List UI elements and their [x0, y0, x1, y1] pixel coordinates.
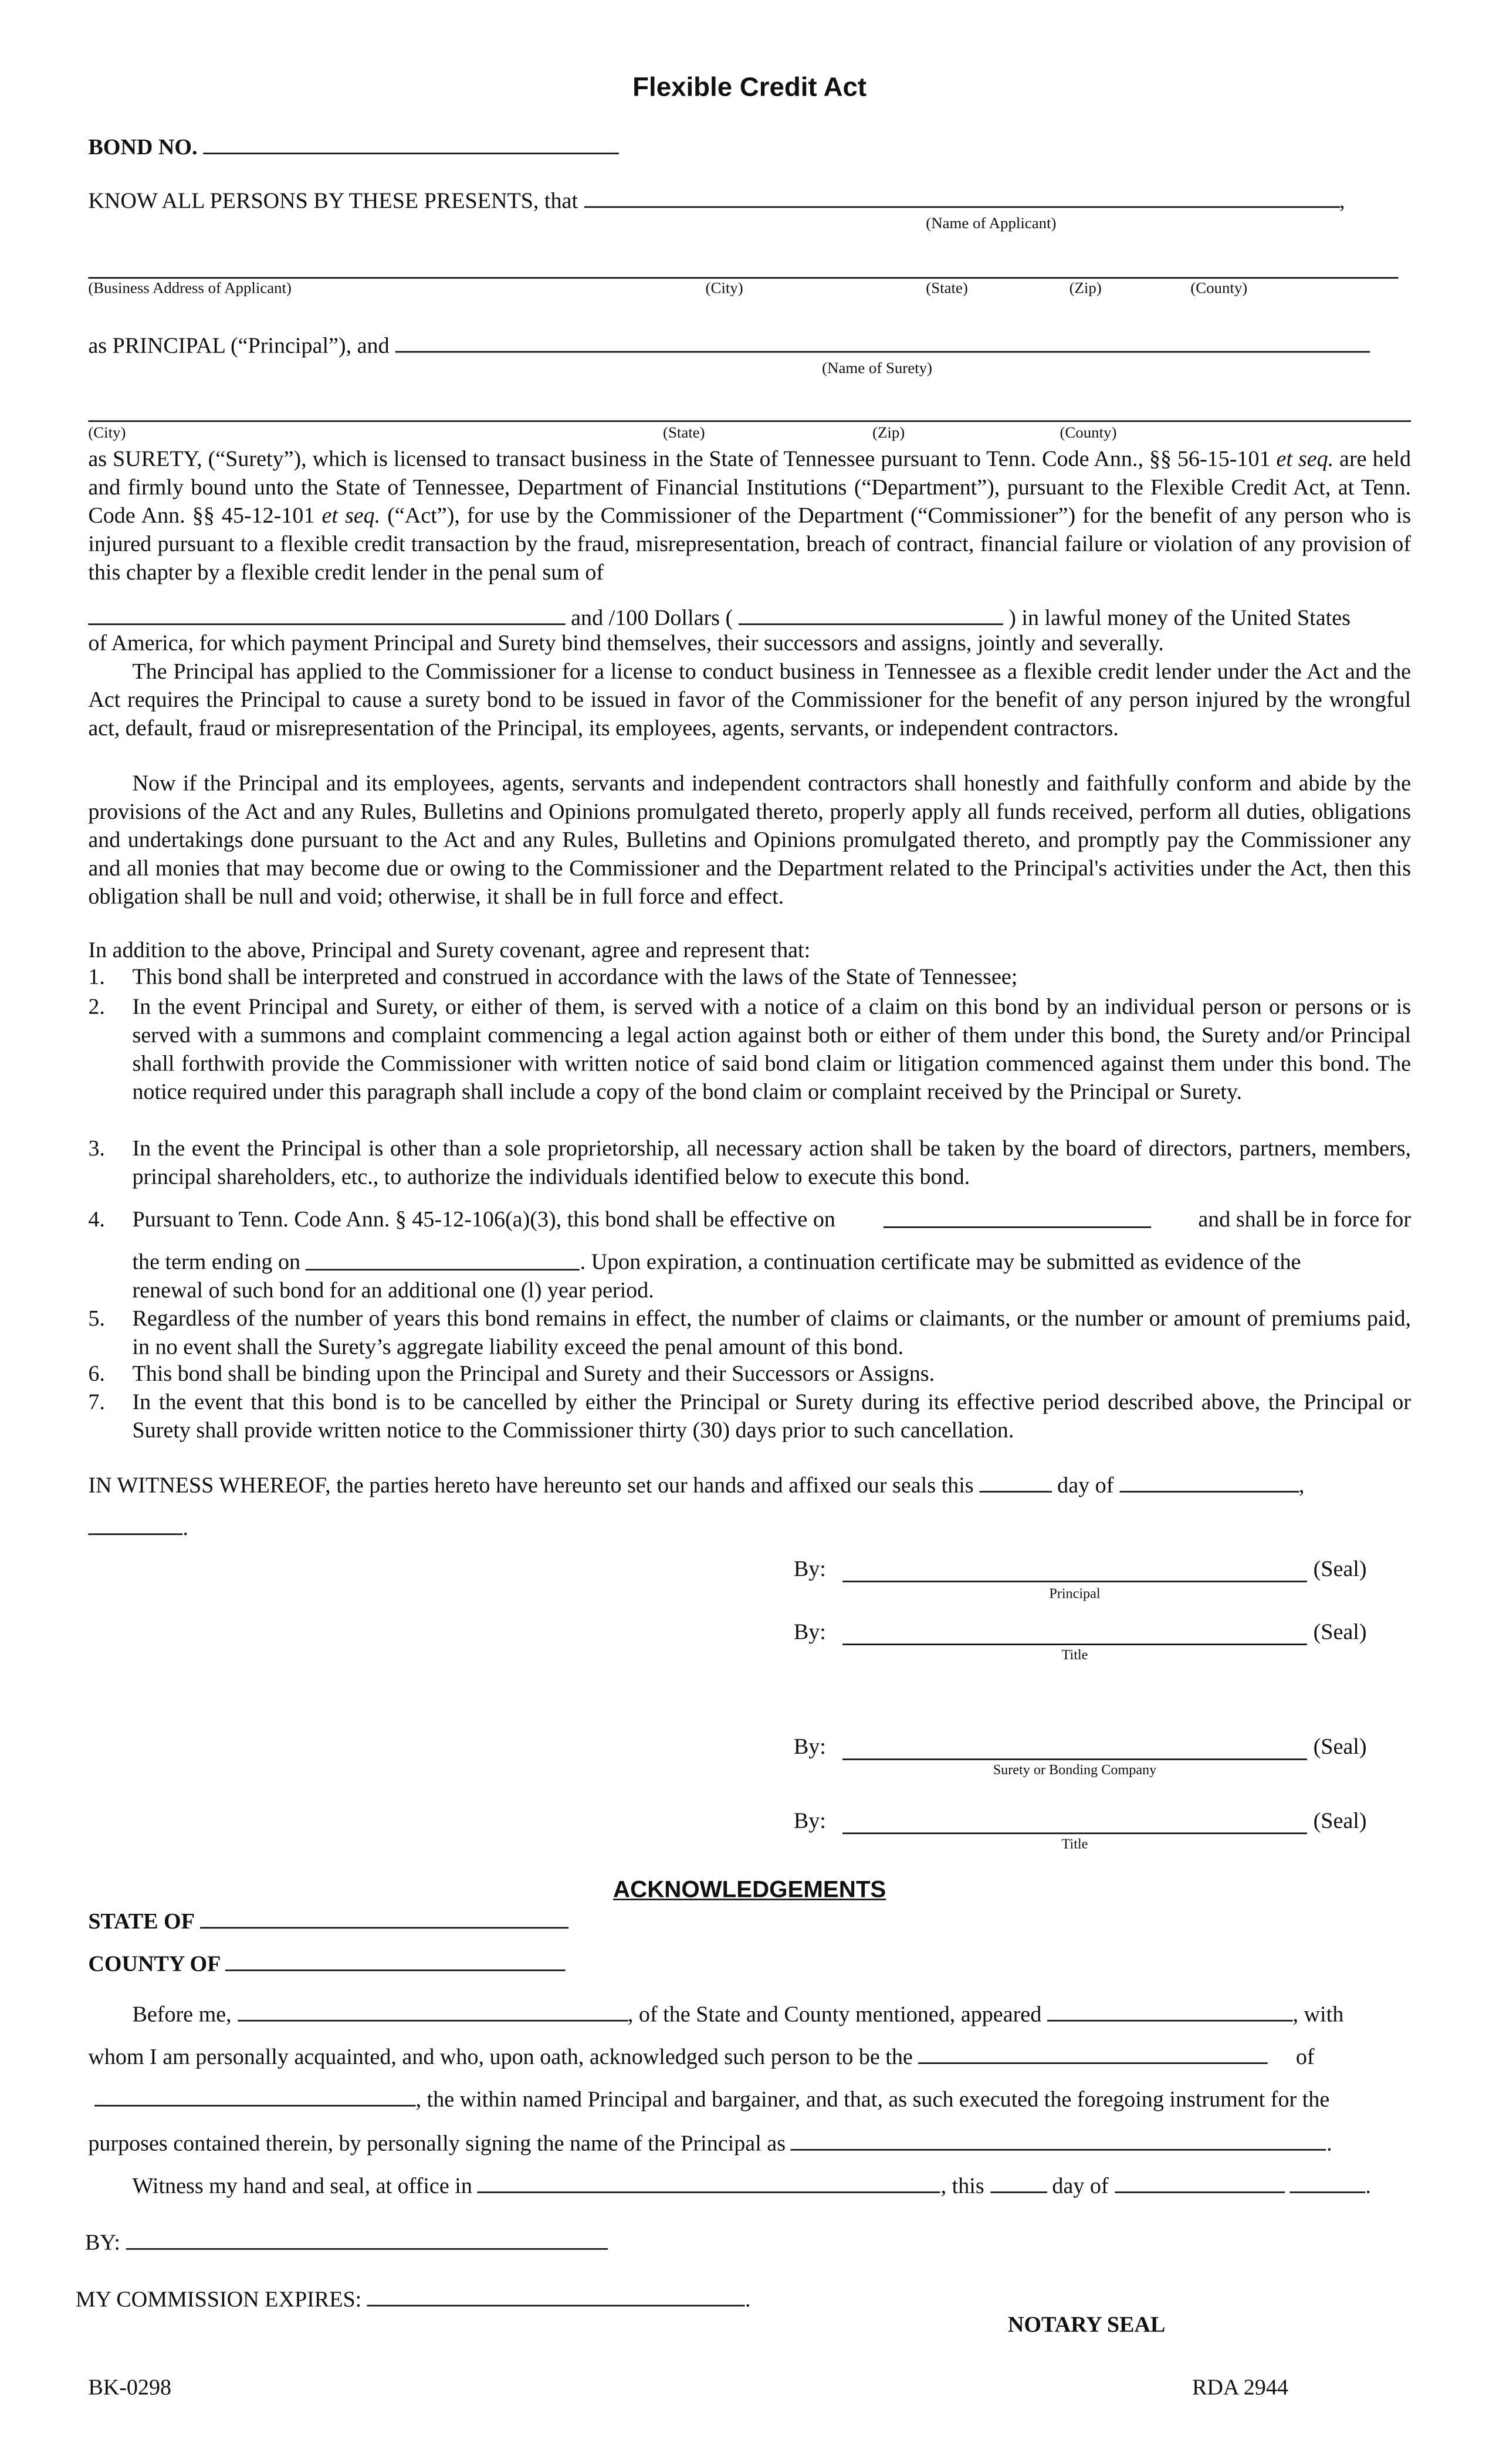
witness-text: IN WITNESS WHEREOF, the parties hereto have hereunto set our hands and affixed our seals this	[88, 1473, 974, 1499]
seal-label: (Seal)	[1313, 1734, 1367, 1760]
county-label: (County)	[1190, 280, 1248, 298]
item-number: 7.	[88, 1390, 105, 1416]
signing-name-field[interactable]	[791, 2129, 1327, 2151]
item-text: In the event the Principal is other than a sole proprietorship, all necessary action shall be taken by the board of directors, partners, members, principal shareholders, etc., to authorize the individuals identified below to execute this bond.	[132, 1136, 1412, 1191]
principal-signature-field[interactable]	[842, 1581, 1307, 1582]
witness-year-field[interactable]	[88, 1513, 182, 1536]
seal-label: (Seal)	[1313, 1620, 1367, 1645]
appeared-name-field[interactable]	[1047, 1999, 1293, 2022]
state-label: (State)	[926, 280, 968, 298]
item-number: 5.	[88, 1306, 105, 1332]
ack-year-field[interactable]	[1290, 2171, 1366, 2194]
period: .	[1326, 2131, 1332, 2157]
notary-seal-label: NOTARY SEAL	[1007, 2313, 1166, 2338]
applicant-name-field[interactable]	[584, 186, 1339, 208]
item-text: In the event Principal and Surety, or either of them, is served with a notice of a claim on this bond by an individual person or persons or is served with a summons and complaint commencing a legal action against both or either of them under this bond, the Surety and/or Principal shall forthwith provide the Commissioner with written notice of said bond claim or litigation commenced against them under this bond. The notice required under this paragraph shall include a copy of the bond claim or complaint received by the Principal or Surety.	[132, 995, 1412, 1106]
item-text: This bond shall be interpreted and construed in accordance with the laws of the State of Tennessee;	[132, 965, 1018, 991]
signature-caption: Principal	[1049, 1585, 1101, 1601]
term-ending-field[interactable]	[306, 1249, 580, 1271]
name-of-surety-label: (Name of Surety)	[822, 360, 933, 378]
page-title: Flexible Credit Act	[632, 72, 867, 103]
covenant-intro: In addition to the above, Principal and Surety covenant, agree and represent that:	[88, 938, 811, 964]
ack-text: purposes contained therein, by personally signing the name of the Principal as	[88, 2131, 786, 2157]
ack-text: , of the State and County mentioned, appeared	[627, 2002, 1042, 2028]
bond-no-label: BOND NO.	[88, 135, 198, 161]
period: .	[1365, 2174, 1371, 2199]
surety-title-field[interactable]	[842, 1832, 1307, 1834]
by-label: By:	[793, 1809, 826, 1835]
surety-paragraph: as SURETY, (“Surety”), which is licensed to transact business in the State of Tennessee pursuant to Tenn. Code Ann., §§ 56-15-101 et seq. are held and firmly bound unto the State of Tennessee, Department of Financial Institutions (“Department”), pursuant to the Flexible Credit Act, at Tenn. Code Ann. §§ 45-12-101 et seq. (“Act”), for use by the Commissioner of the Department (“Commissioner”) for the benefit of any person who is injured pursuant to a flexible credit transaction by the fraud, misrepresentation, breach of contract, financial failure or violation of any provision of this chapter by a flexible credit lender in the penal sum of	[88, 447, 1412, 587]
principal-title-field[interactable]	[842, 1643, 1307, 1645]
item-number: 6.	[88, 1361, 105, 1387]
name-of-applicant-label: (Name of Applicant)	[926, 215, 1057, 233]
comma: ,	[1339, 189, 1345, 215]
principal-applied-paragraph: The Principal has applied to the Commissioner for a license to conduct business in Tennessee as a flexible credit lender under the Act and the Act requires the Principal to cause a surety bond to be issued in favor of the Commissioner for the benefit of any person injured by the wrongful act, default, fraud or misrepresentation of the Principal, its employees, agents, servants, or independent contractors.	[88, 659, 1412, 742]
obligation-paragraph: Now if the Principal and its employees, agents, servants and independent contractors shall honestly and faithfully conform and abide by the provisions of the Act and any Rules, Bulletins and Opinions promulgated thereto, properly apply all funds received, perform all duties, obligations and undertakings done pursuant to the Act and any Rules, Bulletins and Opinions promulgated thereto, and promptly pay the Commissioner any and all monies that may become due or owing to the Commissioner and the Department related to the Principal's activities under the Act, then this obligation shall be null and void; otherwise, it shall be in full force and effect.	[88, 771, 1412, 911]
state-of-field[interactable]	[199, 1907, 568, 1929]
period: .	[182, 1516, 188, 1541]
item-text: . Upon expiration, a continuation certificate may be submitted as evidence of the	[580, 1250, 1301, 1276]
acknowledgements-heading: ACKNOWLEDGEMENTS	[613, 1876, 886, 1904]
surety-county-label: (County)	[1060, 425, 1117, 443]
penal-sum-words-field[interactable]	[88, 603, 565, 625]
ack-text: Before me,	[132, 2002, 232, 2028]
ack-text: , the within named Principal and bargainer, and that, as such executed the foregoing instrument for the	[415, 2087, 1330, 2113]
penal-sum-amount-field[interactable]	[739, 603, 1003, 625]
commission-expires-field[interactable]	[367, 2285, 745, 2307]
by-label: By:	[793, 1620, 826, 1645]
surety-name-field[interactable]	[395, 331, 1370, 353]
dollars-text: and /100 Dollars (	[571, 606, 733, 632]
witness-month-field[interactable]	[1119, 1470, 1299, 1493]
item-number: 3.	[88, 1136, 105, 1162]
by-label: By:	[793, 1734, 826, 1760]
item-text: Pursuant to Tenn. Code Ann. § 45-12-106(a)(3), this bond shall be effective on	[132, 1207, 835, 1233]
surety-city-label: (City)	[88, 425, 126, 443]
county-of-field[interactable]	[225, 1949, 566, 1971]
capacity-field[interactable]	[918, 2042, 1268, 2064]
by-label: By:	[793, 1557, 826, 1582]
seal-label: (Seal)	[1313, 1809, 1367, 1835]
item-text: This bond shall be binding upon the Principal and Surety and their Successors or Assigns.	[132, 1361, 935, 1387]
signature-caption: Title	[1061, 1646, 1088, 1663]
office-location-field[interactable]	[478, 2171, 940, 2194]
notary-by-label: BY:	[84, 2231, 120, 2256]
commission-expires-label: MY COMMISSION EXPIRES:	[75, 2287, 362, 2313]
signature-caption: Surety or Bonding Company	[993, 1761, 1157, 1778]
item-text: renewal of such bond for an additional one (l) year period.	[132, 1278, 654, 1304]
ack-text: , this	[940, 2174, 984, 2199]
witness-day-field[interactable]	[979, 1470, 1051, 1493]
notary-name-field[interactable]	[237, 1999, 628, 2022]
ack-text: of	[1295, 2045, 1315, 2070]
city-label: (City)	[705, 280, 743, 298]
state-of-label: STATE OF	[88, 1909, 194, 1935]
ack-text: day of	[1052, 2174, 1109, 2199]
surety-zip-label: (Zip)	[872, 425, 905, 443]
as-principal-text: as PRINCIPAL (“Principal”), and	[88, 334, 390, 359]
period: .	[744, 2287, 751, 2313]
zip-label: (Zip)	[1069, 280, 1102, 298]
bond-no-field[interactable]	[203, 132, 619, 154]
item-text: and shall be in force for	[1198, 1207, 1412, 1233]
rda-number: RDA 2944	[1192, 2375, 1288, 2401]
item-number: 2.	[88, 995, 105, 1021]
item-text: the term ending on	[132, 1250, 301, 1276]
effective-date-field[interactable]	[883, 1206, 1150, 1228]
comma: ,	[1298, 1473, 1305, 1499]
signature-caption: Title	[1061, 1835, 1088, 1852]
ack-text: Witness my hand and seal, at office in	[132, 2174, 472, 2199]
seal-label: (Seal)	[1313, 1557, 1367, 1582]
item-number: 4.	[88, 1207, 105, 1233]
know-all-text: KNOW ALL PERSONS BY THESE PRESENTS, that	[88, 189, 578, 215]
of-america-text: of America, for which payment Principal and Surety bind themselves, their successors and assigns, jointly and severally.	[88, 631, 1164, 657]
ack-month-field[interactable]	[1114, 2171, 1284, 2194]
item-text: In the event that this bond is to be cancelled by either the Principal or Surety during its effective period described above, the Principal or Surety shall provide written notice to the Commissioner thirty (30) days prior to such cancellation.	[132, 1390, 1412, 1444]
county-of-label: COUNTY OF	[88, 1952, 220, 1978]
notary-signature-field[interactable]	[126, 2228, 607, 2250]
item-text: Regardless of the number of years this bond remains in effect, the number of claims or claimants, or the number or amount of premiums paid, in no event shall the Surety’s aggregate liability exceed the penal amount of this bond.	[132, 1306, 1412, 1361]
ack-text: , with	[1292, 2002, 1344, 2028]
surety-state-label: (State)	[663, 425, 705, 443]
surety-address-field[interactable]	[88, 421, 1411, 422]
ack-text: whom I am personally acquainted, and who, upon oath, acknowledged such person to be the	[88, 2045, 913, 2070]
item-number: 1.	[88, 965, 105, 991]
day-of-text: day of	[1057, 1473, 1114, 1499]
form-number: BK-0298	[88, 2375, 172, 2401]
applicant-address-field[interactable]	[88, 277, 1398, 279]
surety-signature-field[interactable]	[842, 1758, 1307, 1760]
ack-day-field[interactable]	[990, 2171, 1047, 2194]
address-label: (Business Address of Applicant)	[88, 280, 292, 298]
lawful-money-text: ) in lawful money of the United States	[1008, 606, 1351, 632]
entity-field[interactable]	[94, 2085, 416, 2107]
